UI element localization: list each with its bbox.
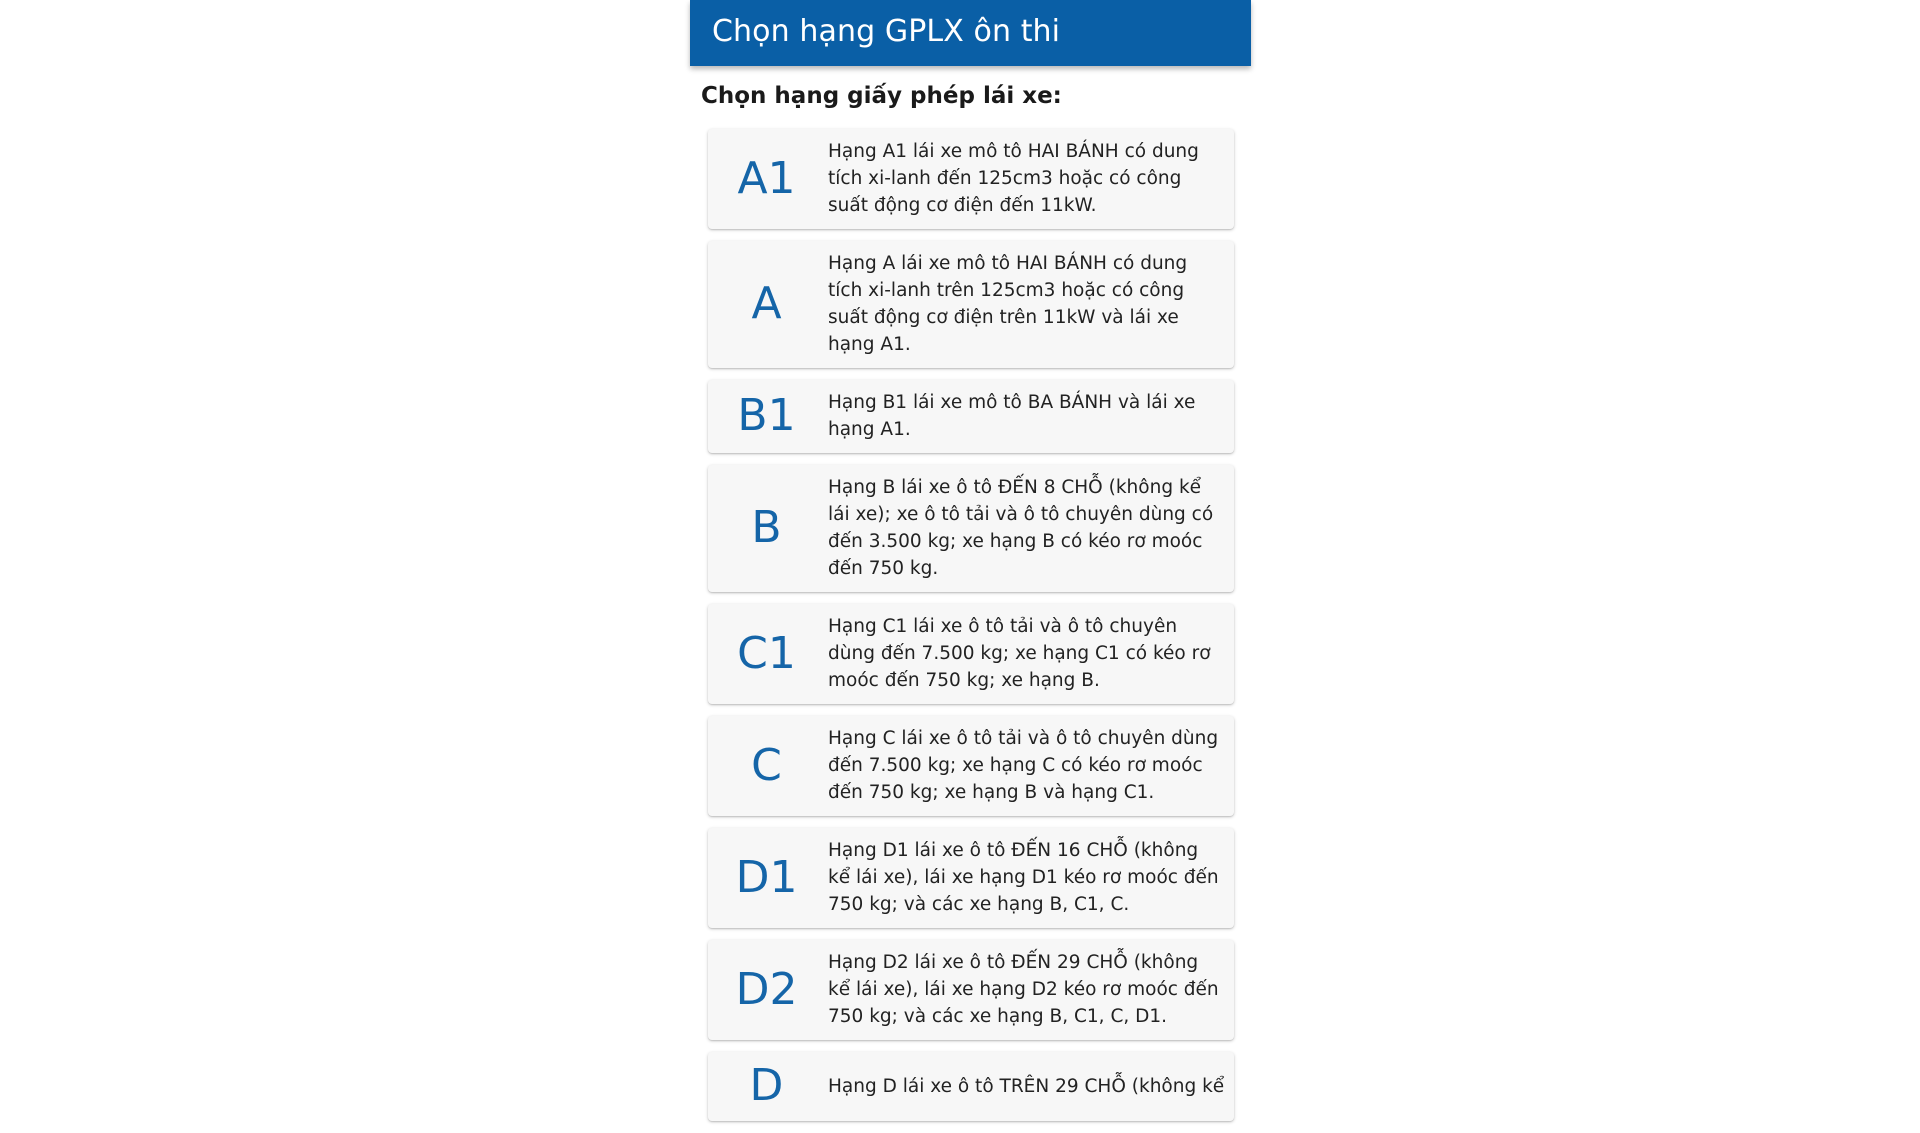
license-class-description: Hạng A lái xe mô tô HAI BÁNH có dung tích xi-lanh trên 125cm3 hoặc có công suất động cơ điện trên 11kW và lái xe hạng A1.: [828, 253, 1188, 355]
license-class-code: D: [749, 1060, 784, 1111]
license-class-description: Hạng D lái xe ô tô TRÊN 29 CHỖ (không kể: [828, 1075, 1225, 1097]
license-class-code: C: [751, 739, 782, 791]
license-class-description: Hạng A1 lái xe mô tô HAI BÁNH có dung tích xi-lanh đến 125cm3 hoặc có công suất động cơ điện đến 11kW.: [828, 141, 1199, 216]
license-class-code: B1: [737, 390, 796, 441]
license-class-code: B: [751, 502, 782, 553]
app-screen: [690, 0, 1251, 1111]
license-class-card-d[interactable]: [708, 1052, 1234, 1121]
license-class-description: Hạng C lái xe ô tô tải và ô tô chuyên dùng đến 7.500 kg; xe hạng C có kéo rơ moóc đến 750 kg; xe hạng B và hạng C1.: [828, 728, 1219, 803]
license-class-code: D1: [735, 851, 798, 903]
license-class-code: D2: [735, 963, 798, 1015]
license-class-description: Hạng B1 lái xe mô tô BA BÁNH và lái xe hạng A1.: [828, 392, 1196, 440]
license-class-card-d1[interactable]: [708, 828, 1234, 928]
license-class-card-c[interactable]: [708, 716, 1234, 816]
section-heading: Chọn hạng giấy phép lái xe:: [701, 83, 1062, 109]
page-title: Chọn hạng GPLX ôn thi: [712, 13, 1061, 49]
license-class-description: Hạng B lái xe ô tô ĐẾN 8 CHỖ (không kể lái xe); xe ô tô tải và ô tô chuyên dùng có đến 3.500 kg; xe hạng B có kéo rơ moóc đến 750 kg.: [828, 477, 1214, 579]
license-class-card-a[interactable]: [708, 241, 1234, 368]
license-class-description: Hạng D1 lái xe ô tô ĐẾN 16 CHỖ (không kể lái xe), lái xe hạng D1 kéo rơ moóc đến 750 kg; và các xe hạng B, C1, C.: [828, 840, 1219, 915]
license-class-code: A: [751, 278, 782, 329]
license-class-list: [708, 129, 1234, 1133]
license-class-code: C1: [737, 627, 796, 679]
license-class-card-d2[interactable]: [708, 940, 1234, 1040]
license-class-card-b[interactable]: [708, 465, 1234, 592]
license-class-card-b1[interactable]: [708, 380, 1234, 453]
app-bar: [690, 0, 1251, 66]
license-class-card-c1[interactable]: [708, 604, 1234, 704]
license-class-description: Hạng D2 lái xe ô tô ĐẾN 29 CHỖ (không kể lái xe), lái xe hạng D2 kéo rơ moóc đến 750 kg; và các xe hạng B, C1, C, D1.: [828, 952, 1219, 1027]
license-class-code: A1: [737, 152, 796, 204]
license-class-description: Hạng C1 lái xe ô tô tải và ô tô chuyên dùng đến 7.500 kg; xe hạng C1 có kéo rơ moóc đến 750 kg; xe hạng B.: [828, 616, 1211, 691]
license-class-card-a1[interactable]: [708, 129, 1234, 229]
